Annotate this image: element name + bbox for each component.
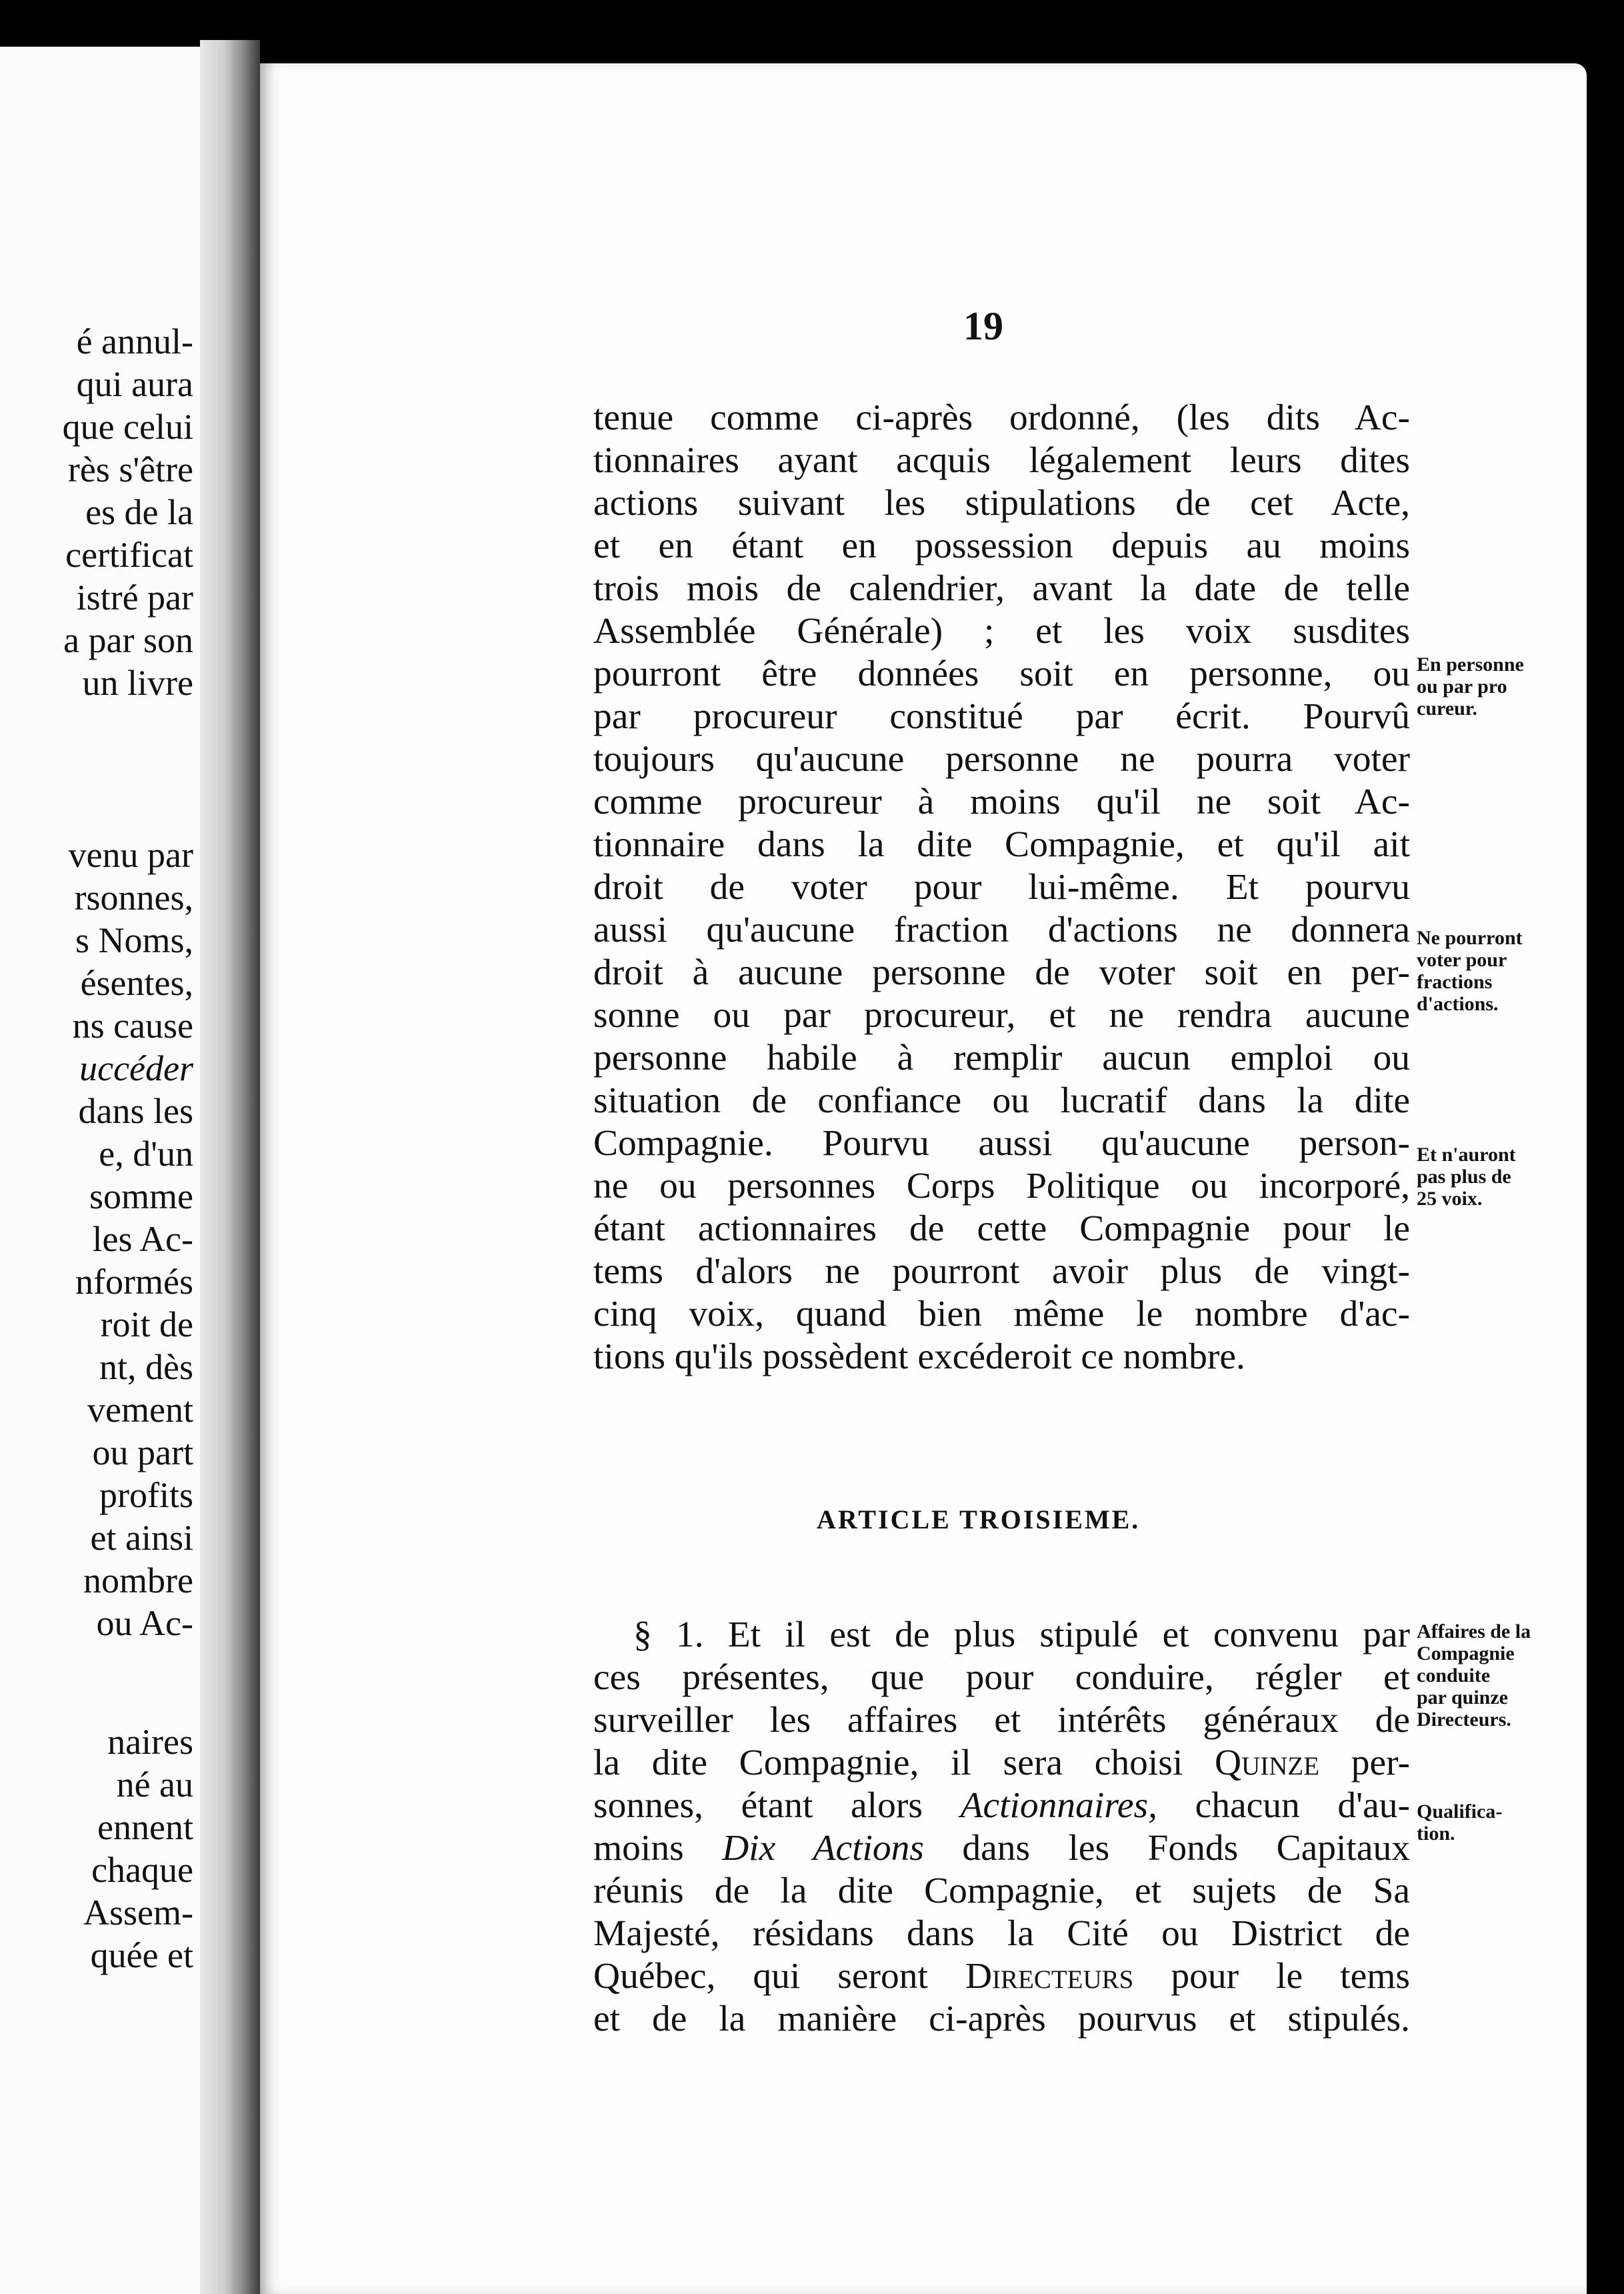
text-line: aussi qu'aucune fraction d'actions ne donnera (593, 910, 1410, 950)
margin-note-qualification (1417, 1801, 1550, 1845)
note-line: Compagnie (1417, 1642, 1515, 1664)
text-line: actions suivant les stipulations de cet Acte, (593, 483, 1410, 523)
left-line: vement (87, 1390, 193, 1430)
text-line: tionnaire dans la dite Compagnie, et qu'il ait (593, 824, 1410, 865)
left-line: ou Ac- (96, 1603, 193, 1643)
text-line: cinq voix, quand bien même le nombre d'ac- (593, 1294, 1410, 1334)
left-line: rsonnes, (74, 878, 193, 918)
note-line: par quinze (1417, 1686, 1508, 1708)
text-line: Assemblée Générale) ; et les voix susdites (593, 611, 1410, 652)
text-line (593, 1785, 1410, 1827)
left-line: les Ac- (92, 1219, 193, 1259)
left-page-block-2 (69, 834, 193, 1644)
left-line: venu par (68, 835, 193, 875)
text-line (593, 1742, 1410, 1785)
note-line: ou par pro (1417, 676, 1507, 698)
left-line: nformés (75, 1262, 193, 1302)
note-line: Affaires de la (1417, 1620, 1531, 1642)
text-run: sonnes, étant alors (593, 1785, 961, 1826)
left-line: é annul- (76, 321, 193, 361)
note-line: En personne (1417, 654, 1524, 676)
left-line: naires (107, 1722, 193, 1762)
page-number: 19 (963, 304, 1003, 348)
italic-run: Actionnaires, (960, 1785, 1157, 1826)
text-line: tions qu'ils possèdent excéderoit ce nombre. (593, 1336, 1245, 1377)
small-caps-run: Quinze (1215, 1743, 1320, 1783)
paragraph-2 (593, 1614, 1410, 2041)
text-line: droit à aucune personne de voter soit en per- (593, 952, 1410, 993)
left-line: rès s'être (67, 449, 193, 489)
book-gutter (200, 40, 260, 2294)
text-run: dans les Fonds Capitaux (924, 1828, 1410, 1869)
text-run: la dite Compagnie, il sera choisi (593, 1743, 1215, 1783)
text-run: per- (1319, 1743, 1410, 1783)
article-heading: ARTICLE TROISIEME. (817, 1504, 1141, 1534)
small-caps-run: Directeurs (965, 1956, 1134, 1997)
text-line: réunis de la dite Compagnie, et sujets de Sa (593, 1871, 1410, 1911)
note-line: tion. (1417, 1823, 1455, 1845)
text-line: pourront être données soit en personne, ou (593, 654, 1410, 694)
left-line: que celui (62, 407, 193, 447)
left-line: ou part (92, 1432, 193, 1472)
left-line: chaque (91, 1850, 193, 1890)
paragraph-1 (593, 397, 1410, 1378)
text-line: droit de voter pour lui-même. Et pourvu (593, 867, 1410, 908)
left-page-block-3 (83, 1720, 193, 1977)
left-line: certificat (65, 535, 193, 575)
right-page (260, 63, 1587, 2294)
note-line: Ne pourront (1417, 927, 1523, 949)
note-line: cureur. (1417, 698, 1477, 720)
text-line (593, 1955, 1410, 1998)
left-line: s Noms, (75, 920, 193, 960)
text-run: pour le tems (1133, 1956, 1410, 1997)
left-line: nt, dès (99, 1347, 193, 1387)
text-line: § 1. Et il est de plus stipulé et convenu par (633, 1614, 1410, 1655)
left-line: es de la (85, 492, 193, 532)
text-line (593, 1827, 1410, 1870)
note-line: 25 voix. (1417, 1188, 1483, 1210)
text-line: toujours qu'aucune personne ne pourra voter (593, 739, 1410, 780)
text-line: Majesté, résidans dans la Cité ou District de (593, 1913, 1410, 1954)
text-line: tenue comme ci-après ordonné, (les dits Ac- (593, 397, 1410, 438)
note-line: pas plus de (1417, 1166, 1511, 1188)
left-line: istré par (76, 578, 193, 618)
text-line: et de la manière ci-après pourvus et stipulés. (593, 1999, 1410, 2039)
text-line: ne ou personnes Corps Politique ou incorporé, (593, 1166, 1410, 1206)
left-line: et ainsi (90, 1518, 193, 1558)
left-page-block-1 (63, 320, 193, 704)
left-line: Assem- (83, 1893, 193, 1933)
text-run: Québec, qui seront (593, 1956, 965, 1997)
note-line: fractions (1417, 971, 1493, 993)
text-line: étant actionnaires de cette Compagnie pour le (593, 1208, 1410, 1249)
text-line: sonne ou par procureur, et ne rendra aucune (593, 995, 1410, 1036)
left-line: ésentes, (80, 963, 193, 1003)
note-line: Qualifica- (1417, 1801, 1503, 1823)
left-line: un livre (82, 663, 193, 703)
left-line: e, d'un (99, 1134, 193, 1174)
left-line: quée et (90, 1935, 193, 1975)
text-line: comme procureur à moins qu'il ne soit Ac- (593, 782, 1410, 822)
left-line: uccéder (79, 1048, 193, 1088)
text-run: moins (593, 1828, 723, 1869)
note-line: d'actions. (1417, 993, 1499, 1015)
text-line: tionnaires ayant acquis légalement leurs dites (593, 440, 1410, 481)
text-line: surveiller les affaires et intérêts généraux de (593, 1700, 1410, 1741)
text-line: Compagnie. Pourvu aussi qu'aucune person- (593, 1123, 1410, 1164)
left-line: dans les (78, 1091, 193, 1131)
left-line: ennent (97, 1807, 193, 1847)
left-line: roit de (100, 1304, 193, 1344)
left-line: qui aura (76, 364, 193, 404)
italic-run: Dix Actions (722, 1828, 925, 1869)
text-line: par procureur constitué par écrit. Pourvû (593, 696, 1410, 737)
margin-note-vote-limit (1417, 1144, 1550, 1210)
left-line: somme (89, 1176, 193, 1216)
margin-note-proxy (1417, 654, 1550, 720)
text-line: et en étant en possession depuis au moins (593, 525, 1410, 566)
text-line: trois mois de calendrier, avant la date de telle (593, 568, 1410, 609)
margin-note-directors (1417, 1620, 1550, 1731)
left-line: nombre (83, 1560, 193, 1600)
left-line: ns cause (72, 1006, 193, 1046)
margin-note-fractions (1417, 927, 1550, 1015)
text-line: ces présentes, que pour conduire, régler et (593, 1657, 1410, 1698)
note-line: Directeurs. (1417, 1708, 1511, 1731)
left-line: né au (116, 1765, 193, 1805)
text-line: personne habile à remplir aucun emploi ou (593, 1038, 1410, 1078)
text-run: chacun d'au- (1157, 1785, 1410, 1826)
note-line: conduite (1417, 1664, 1491, 1686)
left-line: a par son (63, 620, 193, 660)
note-line: Et n'auront (1417, 1144, 1516, 1166)
note-line: voter pour (1417, 949, 1507, 971)
left-facing-page (0, 47, 200, 2294)
text-line: situation de confiance ou lucratif dans la dite (593, 1080, 1410, 1121)
left-line: profits (99, 1475, 193, 1515)
text-line: tems d'alors ne pourront avoir plus de vingt- (593, 1251, 1410, 1292)
